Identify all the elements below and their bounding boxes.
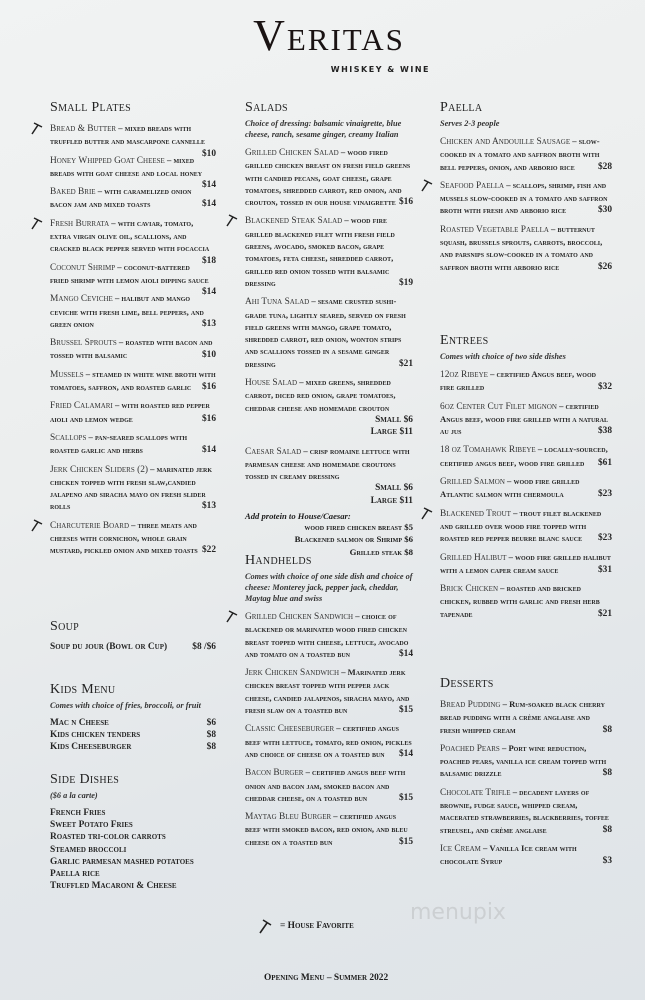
item-name: Soup du jour (Bowl or Cup): [50, 642, 168, 652]
item-name: Seafood Paella: [440, 180, 505, 191]
item-name: Maytag Bleu Burger: [245, 812, 332, 823]
house-favorite-legend: [258, 918, 354, 934]
item-name: 6oz Center Cut Filet mignon: [440, 401, 557, 412]
item-price: $3: [602, 856, 612, 867]
item-name: Scallops: [50, 432, 87, 443]
side-dish-item: Roasted tri-color carrots: [50, 832, 166, 843]
item-price: $6: [206, 718, 216, 728]
menu-section-handhelds: [245, 553, 413, 848]
item-description: halibut and mango ceviche with fresh lime, bell peppers, and green onion: [50, 293, 204, 329]
item-name: Grilled Chicken Salad: [245, 148, 339, 158]
item-name: 18 oz Tomahawk Ribeye: [440, 445, 536, 456]
logo-tagline: WHISKEY & WINE: [330, 65, 430, 74]
item-name: Fresh Burrata: [50, 218, 110, 229]
menu-item: Mussels – steamed in white wine broth with tomatoes, saffron, and roasted garlic $16: [50, 368, 216, 393]
section-note: Comes with choice of two side dishes: [440, 352, 566, 361]
section-title: Entrees: [440, 333, 489, 348]
section-title: Kids Menu: [50, 682, 116, 697]
menu-section-salads: [245, 100, 413, 558]
item-description: roasted with bacon and tossed with balsamic: [50, 337, 213, 361]
item-price: $15: [398, 836, 413, 847]
item-description: steamed in white wine broth with tomatoes, saffron, and roasted garlic: [50, 368, 216, 393]
item-description: trout filet blackened and grilled over wood fire topped with roasted red pepper beurre blanc sauce: [440, 507, 602, 544]
item-description: Vanilla Ice cream with chocolate Syrup: [440, 842, 577, 867]
item-name: Poached Pears: [440, 743, 500, 754]
protein-addon: Grilled steak $8: [349, 546, 413, 557]
menu-item: Chicken and Andouille Sausage – slow-cooked in a tomato and saffron broth with bell peppers, onion, and arborio rice $28: [440, 136, 612, 172]
item-price: $16: [398, 197, 413, 208]
item-name: Caesar Salad: [245, 446, 302, 457]
item-name: Roasted Vegetable Paella: [440, 224, 549, 235]
section-title: Side Dishes: [50, 772, 120, 787]
item-name: Mac n Cheese: [50, 718, 109, 728]
side-dish-item: Truffled Macaroni & Cheese: [50, 881, 177, 892]
menu-item: Scallops – pan-seared scallops with roasted garlic and herbs $14: [50, 431, 216, 456]
menu-item: Poached Pears – Port wine reduction, poached pears, vanilla ice cream topped with balsamic drizzle $8: [440, 742, 612, 779]
item-name: Bread Pudding: [440, 700, 501, 710]
menu-item: Chocolate Trifle – decadent layers of brownie, fudge sauce, whipped cream, macerated strawberries, blackberries, toffee streusel, and crème anglaise $8: [440, 786, 612, 835]
section-title: Handhelds: [245, 553, 312, 568]
menu-item: Caesar Salad – crisp romaine lettuce with parmesan cheese and homemade croutons tossed in creamy dressing Small $6 Large $11: [245, 445, 413, 506]
side-dish-item: Sweet Potato Fries: [50, 820, 133, 831]
menu-item: Ice Cream – Vanilla Ice cream with chocolate Syrup $3: [440, 842, 612, 867]
item-price: $16: [201, 413, 216, 424]
item-description: marinated jerk chicken topped with fresh slaw,candied jalapeno and siracha mayo on fresh slider rolls: [50, 463, 212, 512]
item-price: $8: [602, 724, 612, 735]
menu-item: [50, 741, 216, 753]
item-price: $61: [597, 457, 612, 468]
item-description: decadent layers of brownie, fudge sauce, whipped cream, macerated strawberries, blackberries, toffee streusel, and crème anglaise: [440, 786, 609, 835]
item-description: sesame crusted sushi-grade tuna, lightly seared, served on fresh field greens with mango, grape tomato, shredded carrot, red onion, wonton strips and scallions tossed in a sesame ginger dressing: [245, 296, 406, 369]
item-price: $8 /$6: [192, 642, 216, 652]
item-price: $8: [206, 742, 216, 752]
item-price: $14: [201, 287, 216, 298]
house-favorite-corkscrew-icon: [420, 506, 434, 520]
item-name: Jerk Chicken Sandwich: [245, 668, 340, 679]
menu-section-kids-menu: [50, 682, 216, 753]
item-name: Bacon Burger: [245, 768, 304, 779]
side-dish-item: Garlic parmesan mashed potatoes: [50, 856, 194, 867]
menu-item: Blackened Trout – trout filet blackened and grilled over wood fire topped with roasted red pepper beurre blanc sauce $23: [440, 507, 612, 545]
item-description: certified Angus beef, wood fire grilled with a natural au jus: [440, 400, 608, 437]
item-price: $28: [597, 161, 612, 172]
item-name: 12oz Ribeye: [440, 370, 488, 380]
item-description: coconut-battered fried shrimp with lemon aioli dipping sauce: [50, 261, 209, 285]
side-dish-list: [50, 807, 216, 892]
menu-section-small-plates: [50, 100, 216, 557]
item-price: $32: [597, 382, 612, 393]
addon-heading: Add protein to House/Caesar:: [245, 511, 351, 522]
item-description: three meats and cheeses with cornichon, whole grain mustard, pickled onion and mixed toasts: [50, 519, 198, 556]
item-size-price: Large $11: [370, 427, 413, 438]
item-price: $16: [201, 382, 216, 393]
menu-item: 6oz Center Cut Filet mignon – certified Angus beef, wood fire grilled with a natural au jus $38: [440, 400, 612, 437]
menu-item: Classic Cheeseburger – certified angus beef with lettuce, tomato, red onion, pickles and choice of cheese on a toasted bun $14: [245, 723, 413, 759]
house-favorite-corkscrew-icon: [30, 216, 44, 230]
item-price: $14: [398, 748, 413, 759]
item-description: butternut squash, brussels sprouts, carrots, broccoli, and parsnips slow-cooked in a tomato and saffron broth with arborio rice: [440, 223, 603, 272]
item-price: $10: [201, 148, 216, 159]
item-name: House Salad: [245, 378, 298, 389]
menu-item: Jerk Chicken Sliders (2) – marinated jerk chicken topped with fresh slaw,candied jalapeno and siracha mayo on fresh slider rolls $13: [50, 463, 216, 512]
menu-section-desserts: [440, 676, 612, 868]
item-description: certified angus beef with onion and bacon jam, smoked bacon and cheddar cheese, on a toasted bun: [245, 767, 406, 803]
item-description: Port wine reduction, poached pears, vanilla ice cream topped with balsamic drizzle: [440, 742, 607, 779]
item-price: $15: [398, 792, 413, 803]
section-note: Choice of dressing: balsamic vinaigrette, blue cheese, ranch, sesame ginger, creamy Italian: [245, 119, 402, 139]
house-favorite-corkscrew-icon: [30, 121, 44, 135]
menu-item: Mango Ceviche – halibut and mango ceviche with fresh lime, bell peppers, and green onion $13: [50, 293, 216, 329]
item-name: Mango Ceviche: [50, 294, 113, 305]
section-title: Paella: [440, 100, 483, 115]
menu-item: Baked Brie – with caramelized onion bacon jam and mixed toasts $14: [50, 186, 216, 210]
item-price: $38: [597, 426, 612, 437]
menu-item: Bread Pudding – Rum-soaked black cherry bread pudding with a crème anglaise and fresh whipped cream $8: [440, 699, 612, 735]
menu-item: Fried Calamari – with roasted red pepper aioli and lemon wedge $16: [50, 400, 216, 424]
item-price: $31: [597, 564, 612, 575]
item-price: $18: [201, 255, 216, 266]
item-description: wood fired grilled chicken breast on fresh field greens with candied pecans, goat cheese, grape tomatoes, shredded carrot, red onion, and crouton, tossed in our house vinaigrette: [245, 147, 411, 208]
menu-item: 12oz Ribeye – certified Angus beef, wood fire grilled $32: [440, 369, 612, 393]
item-description: wood fire grilled halibut with a lemon caper cream sauce: [440, 551, 611, 575]
item-price: $14: [201, 199, 216, 210]
menu-item: 18 oz Tomahawk Ribeye – locally-sourced, certified angus beef, wood fire grilled $61: [440, 444, 612, 468]
item-description: with caramelized onion bacon jam and mixed toasts: [50, 186, 192, 210]
item-description: locally-sourced, certified angus beef, wood fire grilled: [440, 444, 608, 468]
item-name: Grilled Salmon: [440, 477, 505, 488]
item-description: certified Angus beef, wood fire grilled: [440, 369, 596, 393]
item-price: $8: [206, 730, 216, 740]
menu-item: Ahi Tuna Salad – sesame crusted sushi-grade tuna, lightly seared, served on fresh field greens with mango, grape tomato, shredded carrot, red onion, wonton strips and scallions tossed in a sesame ginger dressing $21: [245, 296, 413, 369]
item-name: Bread & Butter: [50, 124, 117, 134]
item-price: $15: [398, 705, 413, 716]
side-dish-item: Paella rice: [50, 869, 100, 880]
item-name: Brussel Sprouts: [50, 338, 117, 349]
item-name: Blackened Steak Salad: [245, 216, 343, 227]
menu-item: Honey Whipped Goat Cheese – mixed breads with goat cheese and local honey $14: [50, 154, 216, 191]
item-description: pan-seared scallops with roasted garlic and herbs: [50, 431, 188, 456]
item-name: Honey Whipped Goat Cheese: [50, 155, 165, 166]
item-price: $26: [597, 261, 612, 272]
section-title: Small Plates: [50, 100, 132, 115]
item-price: $13: [201, 501, 216, 512]
section-title: Salads: [245, 100, 288, 115]
item-name: Fried Calamari: [50, 401, 113, 412]
item-description: choice of blackened or marinated wood fired chicken breast topped with cheese, lettuce, avocado and tomato on a toasted bun: [245, 611, 409, 659]
item-size-price: Large $11: [370, 495, 413, 506]
item-description: scallops, shrimp, fish and mussels slow-cooked in a tomato and saffron broth with fresh and arborio rice: [440, 179, 608, 216]
item-name: Jerk Chicken Sliders (2): [50, 464, 149, 475]
menu-item: Bread & Butter – mixed breads with truffled butter and mascarpone cannelle $10: [50, 122, 216, 148]
item-description: crisp romaine lettuce with parmesan cheese and homemade croutons tossed in creamy dressing: [245, 445, 410, 482]
side-dish-item: French Fries: [50, 808, 106, 818]
menu-footer: Opening Menu – Summer 2022: [264, 973, 389, 983]
watermark: menupix: [410, 900, 506, 925]
menu-item: Fresh Burrata – with caviar, tomato, extra virgin olive oil, scallions, and cracked black pepper served with focaccia $18: [50, 217, 216, 255]
item-price: $8: [602, 824, 612, 835]
item-price: $8: [602, 768, 612, 779]
item-description: certified angus beef with lettuce, tomato, red onion, pickles and choice of cheese on a toasted bun: [245, 723, 412, 759]
section-note: Comes with choice of fries, broccoli, or fruit: [50, 701, 201, 710]
item-description: wood fire grilled blackened filet with fresh field greens, avocado, smoked bacon, grape tomatoes, feta cheese, shredded carrot, grilled red onion tossed with balsamic dressing: [245, 215, 395, 288]
menu-item: Grilled Halibut – wood fire grilled halibut with a lemon caper cream sauce $31: [440, 551, 612, 575]
item-description: with caviar, tomato, extra virgin olive oil, scallions, and cracked black pepper served with focaccia: [50, 217, 210, 254]
protein-addon: Blackened salmon or Shrimp $6: [294, 534, 413, 545]
logo-wordmark: Veritas: [253, 11, 405, 60]
menu-item: Bacon Burger – certified angus beef with onion and bacon jam, smoked bacon and cheddar cheese, on a toasted bun $15: [245, 767, 413, 803]
item-description: mixed breads with goat cheese and local honey: [50, 154, 203, 178]
item-price: $10: [201, 350, 216, 361]
item-description: with roasted red pepper aioli and lemon wedge: [50, 400, 210, 424]
veritas-logo: [224, 11, 434, 74]
item-description: Rum-soaked black cherry bread pudding with a crème anglaise and fresh whipped cream: [440, 699, 605, 735]
house-favorite-corkscrew-icon: [30, 518, 44, 532]
section-title: Soup: [50, 619, 79, 634]
item-name: Classic Cheeseburger: [245, 724, 335, 735]
menu-item: Grilled Chicken Sandwich – choice of blackened or marinated wood fired chicken breast topped with cheese, lettuce, avocado and tomato on a toasted bun $14: [245, 610, 413, 660]
menu-item: [50, 729, 216, 741]
item-name: Baked Brie: [50, 187, 96, 198]
item-price: $13: [201, 318, 216, 329]
item-price: $23: [597, 533, 612, 544]
item-price: $22: [201, 545, 216, 556]
corkscrew-icon: [258, 918, 274, 934]
menu-item: Brussel Sprouts – roasted with bacon and tossed with balsamic $10: [50, 337, 216, 361]
item-name: Coconut Shrimp: [50, 262, 116, 273]
item-name: Kids Cheeseburger: [50, 742, 132, 752]
item-name: Grilled Halibut: [440, 552, 507, 563]
item-price: $14: [398, 648, 413, 659]
item-price: $21: [398, 358, 413, 369]
menu-item: Maytag Bleu Burger – certified angus beef with smoked bacon, red onion, and bleu cheese on a toasted bun $15: [245, 811, 413, 847]
house-favorite-corkscrew-icon: [225, 213, 239, 227]
item-description: Marinated jerk chicken breast topped with pepper jack cheese, candied jalapenos, siracha mayo, and fresh slaw on a toasted bun: [245, 667, 410, 716]
item-name: Grilled Chicken Sandwich: [245, 612, 354, 622]
item-price: $14: [201, 180, 216, 191]
item-size-price: Small $6: [375, 483, 413, 494]
menu-section-side-dishes: [50, 772, 216, 892]
menu-item: Jerk Chicken Sandwich – Marinated jerk chicken breast topped with pepper jack cheese, candied jalapenos, siracha mayo, and fresh slaw on a toasted bun $15: [245, 667, 413, 716]
house-favorite-corkscrew-icon: [420, 178, 434, 192]
legend-label: = House Favorite: [280, 921, 354, 931]
item-description: wood fire grilled Atlantic salmon with chermoula: [440, 476, 580, 500]
item-name: Ahi Tuna Salad: [245, 297, 310, 308]
menu-item: Grilled Salmon – wood fire grilled Atlantic salmon with chermoula $23: [440, 476, 612, 500]
menu-section-paella: [440, 100, 612, 273]
menu-item: Coconut Shrimp – coconut-battered fried shrimp with lemon aioli dipping sauce $14: [50, 261, 216, 298]
simple-list: [50, 641, 216, 653]
item-description: roasted and bricked chicken, rubbed with garlic and fresh herb tapenade: [440, 583, 600, 619]
item-description: slow-cooked in a tomato and saffron broth with bell peppers, onion, and arborio rice: [440, 136, 600, 172]
item-description: mixed greens, shredded carrot, diced red onion, grape tomatoes, cheddar cheese and homemade crouton: [245, 377, 396, 413]
item-name: Charcuterie Board: [50, 520, 130, 531]
menu-item: Grilled Chicken Salad – wood fired grilled chicken breast on fresh field greens with candied pecans, goat cheese, grape tomatoes, shredded carrot, red onion, and crouton, tossed in our house vinaigrette $16: [245, 147, 413, 208]
menu-section-soup: [50, 619, 216, 653]
item-name: Blackened Trout: [440, 508, 511, 519]
item-name: Chicken and Andouille Sausage: [440, 137, 571, 147]
protein-addon: wood fired chicken breast $5: [304, 522, 413, 533]
side-dish-item: Steamed broccoli: [50, 844, 127, 855]
item-price: $30: [597, 205, 612, 216]
item-name: Chocolate Trifle: [440, 787, 511, 798]
menu-item: Brick Chicken – roasted and bricked chicken, rubbed with garlic and fresh herb tapenade $21: [440, 583, 612, 619]
section-title: Desserts: [440, 676, 494, 691]
menu-section-entrees: [440, 333, 612, 620]
item-name: Kids chicken tenders: [50, 730, 141, 740]
menu-item: Blackened Steak Salad – wood fire grilled blackened filet with fresh field greens, avocado, smoked bacon, grape tomatoes, feta cheese, shredded carrot, grilled red onion tossed with balsamic dressing $19: [245, 214, 413, 289]
item-name: Brick Chicken: [440, 584, 499, 595]
item-price: $19: [398, 277, 413, 288]
menu-item: [50, 717, 216, 729]
item-description: mixed breads with truffled butter and mascarpone cannelle: [50, 123, 205, 147]
item-price: $23: [597, 489, 612, 500]
section-note: ($6 a la carte): [50, 791, 98, 800]
section-note: Comes with choice of one side dish and choice of cheese: Monterey jack, pepper jack, cheddar, Maytag blue and swiss: [245, 572, 413, 603]
menu-item: Charcuterie Board – three meats and cheeses with cornichon, whole grain mustard, pickled onion and mixed toasts $22: [50, 519, 216, 557]
menu-item: Roasted Vegetable Paella – butternut squash, brussels sprouts, carrots, broccoli, and parsnips slow-cooked in a tomato and saffron broth with arborio rice $26: [440, 223, 612, 272]
item-price: $21: [597, 608, 612, 619]
item-name: Ice Cream: [440, 843, 481, 854]
menu-item: [50, 641, 216, 653]
item-price: $14: [201, 445, 216, 456]
item-description: certified angus beef with smoked bacon, red onion, and bleu cheese on a toasted bun: [245, 811, 408, 847]
menu-item: Seafood Paella – scallops, shrimp, fish and mussels slow-cooked in a tomato and saffron broth with fresh and arborio rice $30: [440, 179, 612, 217]
section-note: Serves 2-3 people: [440, 119, 500, 128]
item-name: Mussels: [50, 369, 84, 380]
house-favorite-corkscrew-icon: [225, 609, 239, 623]
menu-item: House Salad – mixed greens, shredded carrot, diced red onion, grape tomatoes, cheddar cheese and homemade crouton Small $6 Large $11: [245, 377, 413, 438]
item-size-price: Small $6: [375, 414, 413, 425]
simple-list: [50, 717, 216, 753]
